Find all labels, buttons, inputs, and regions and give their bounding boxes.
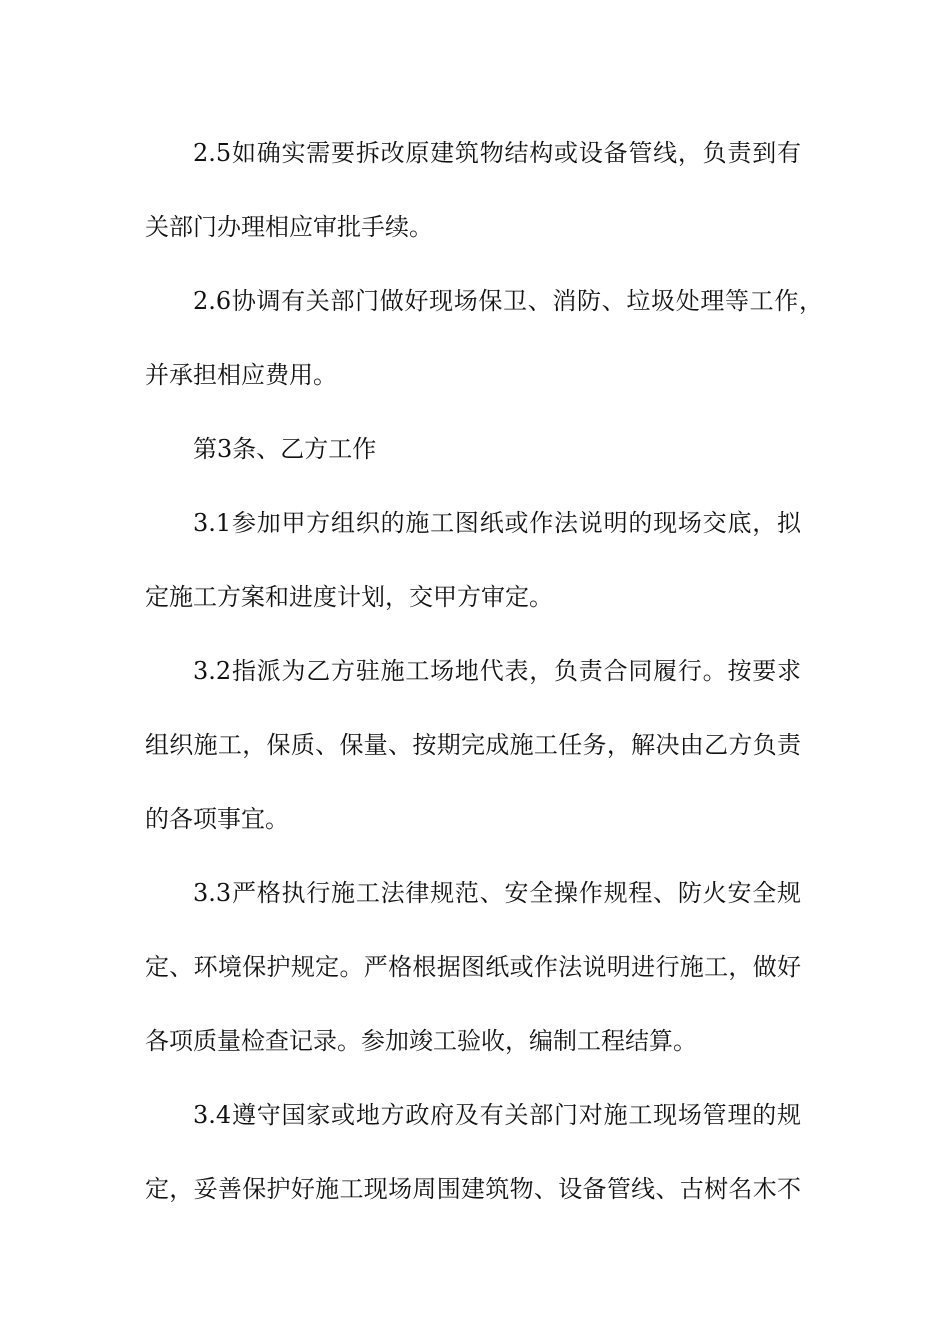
clause-3-1-line-2: 定施工方案和进度计划，交甲方审定。	[145, 583, 553, 611]
clause-3-4-line-2: 定，妥善保护好施工现场周围建筑物、设备管线、古树名木不	[145, 1175, 801, 1203]
article-3-heading: 第3条、乙方工作	[193, 435, 377, 463]
clause-3-2-line-3: 的各项事宜。	[145, 805, 289, 833]
clause-3-4-line-1: 3.4遵守国家或地方政府及有关部门对施工现场管理的规	[193, 1101, 801, 1129]
clause-2-6-line-1: 2.6协调有关部门做好现场保卫、消防、垃圾处理等工作，	[193, 287, 823, 315]
clause-2-6-line-2: 并承担相应费用。	[145, 361, 337, 389]
clause-3-3-line-3: 各项质量检查记录。参加竣工验收，编制工程结算。	[145, 1027, 697, 1055]
clause-2-5-line-2: 关部门办理相应审批手续。	[145, 213, 433, 241]
clause-3-3-line-1: 3.3严格执行施工法律规范、安全操作规程、防火安全规	[193, 879, 801, 907]
clause-3-2-line-1: 3.2指派为乙方驻施工场地代表，负责合同履行。按要求	[193, 657, 801, 685]
clause-2-5-line-1: 2.5如确实需要拆改原建筑物结构或设备管线，负责到有	[193, 139, 801, 167]
clause-3-3-line-2: 定、环境保护规定。严格根据图纸或作法说明进行施工，做好	[145, 953, 801, 981]
clause-3-2-line-2: 组织施工，保质、保量、按期完成施工任务，解决由乙方负责	[145, 731, 801, 759]
clause-3-1-line-1: 3.1参加甲方组织的施工图纸或作法说明的现场交底，拟	[193, 509, 801, 537]
